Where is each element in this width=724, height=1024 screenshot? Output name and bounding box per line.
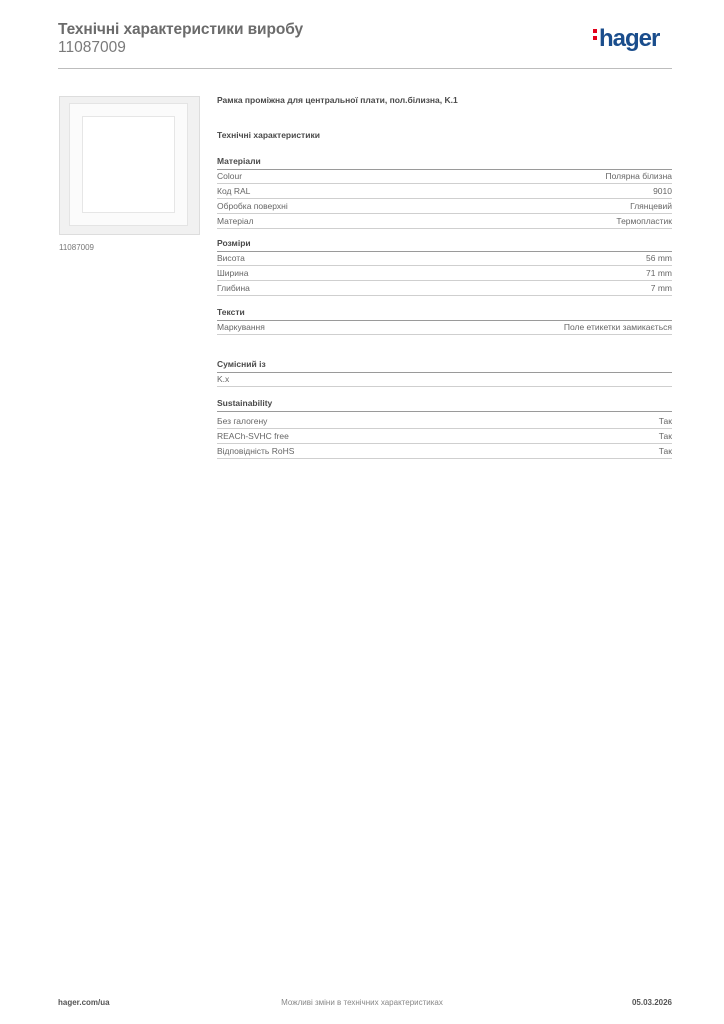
- spec-label: K.x: [217, 374, 230, 384]
- spec-row: [217, 414, 672, 429]
- group-title-sustainability: Sustainability: [217, 398, 672, 408]
- spec-value: Полярна білизна: [605, 171, 672, 181]
- spec-value: Так: [658, 431, 672, 441]
- spec-label: Відповідність RoHS: [217, 446, 295, 456]
- group-title-texts: Тексти: [217, 307, 672, 317]
- spec-label: Матеріал: [217, 216, 254, 226]
- spec-value: Так: [658, 416, 672, 426]
- spec-value: 56 mm: [646, 253, 672, 263]
- spec-value: Так: [658, 446, 672, 456]
- spec-row: [217, 372, 672, 387]
- spec-value: 9010: [653, 186, 672, 196]
- product-code: 11087009: [58, 39, 126, 56]
- group-title-compatible: Сумісний із: [217, 359, 672, 369]
- group-title-dimensions: Розміри: [217, 238, 672, 248]
- spec-value: Поле етикетки замикається: [563, 322, 672, 332]
- spec-label: Обробка поверхні: [217, 201, 288, 211]
- spec-value: 71 mm: [646, 268, 672, 278]
- spec-value: 7 mm: [650, 283, 672, 293]
- spec-row: [217, 281, 672, 296]
- spec-label: Colour: [217, 171, 243, 181]
- product-image: [59, 96, 200, 235]
- spec-row: [217, 214, 672, 229]
- header-divider: [58, 68, 672, 69]
- image-caption: 11087009: [59, 243, 94, 252]
- document-title: Технічні характеристики виробу: [58, 21, 303, 38]
- spec-row: [217, 444, 672, 459]
- footer-website-link[interactable]: hager.com/ua: [58, 998, 110, 1007]
- spec-label: Висота: [217, 253, 245, 263]
- spec-row: [217, 184, 672, 199]
- product-name: Рамка проміжна для центральної плати, пол.білизна, K.1: [217, 95, 458, 105]
- spec-row: [217, 199, 672, 214]
- logo-dots-icon: [593, 29, 597, 43]
- spec-row: [217, 429, 672, 444]
- footer-disclaimer: Можливі зміни в технічних характеристиках: [281, 998, 443, 1007]
- frame-outer: [69, 103, 188, 226]
- group-title-materials: Матеріали: [217, 156, 672, 166]
- spec-row: [217, 320, 672, 335]
- logo-text: hager: [599, 25, 660, 52]
- spec-value: Глянцевий: [630, 201, 672, 211]
- spec-label: Глибина: [217, 283, 250, 293]
- spec-label: Код RAL: [217, 186, 251, 196]
- spec-row: [217, 266, 672, 281]
- spec-row: [217, 251, 672, 266]
- spec-label: Без галогену: [217, 416, 268, 426]
- spec-label: Маркування: [217, 322, 265, 332]
- footer-date: 05.03.2026: [631, 998, 672, 1007]
- frame-inner: [82, 116, 175, 213]
- spec-label: REACh-SVHC free: [217, 431, 289, 441]
- spec-value: Термопластик: [616, 216, 672, 226]
- hager-logo: [593, 27, 659, 51]
- specs-heading: Технічні характеристики: [217, 130, 320, 140]
- spec-row: [217, 169, 672, 184]
- spec-label: Ширина: [217, 268, 249, 278]
